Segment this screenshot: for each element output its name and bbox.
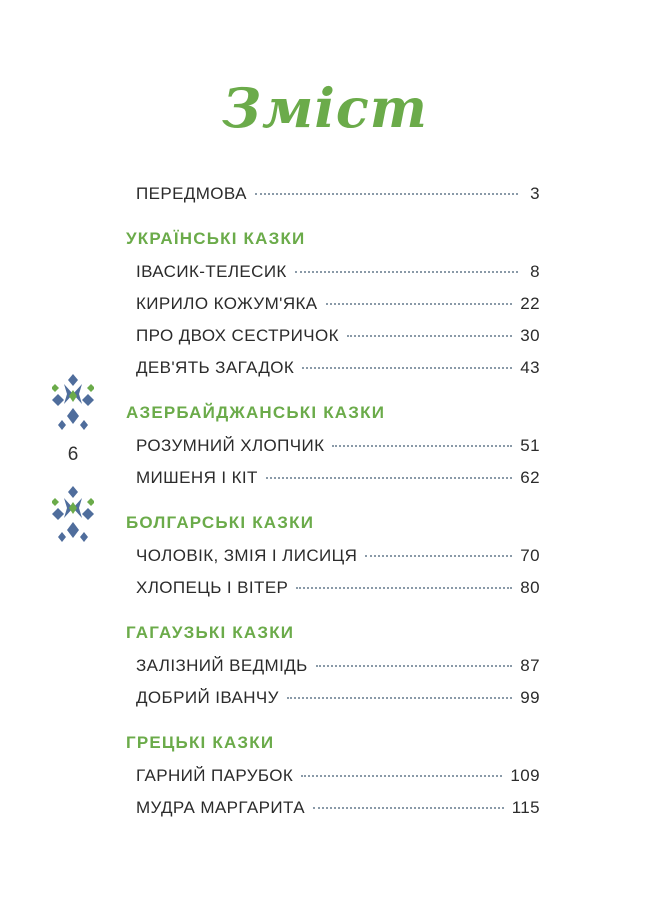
dot-leader xyxy=(302,367,512,369)
dot-leader xyxy=(296,587,512,589)
entry-page: 80 xyxy=(520,578,540,597)
ornament-bottom-icon xyxy=(52,484,94,542)
entry-page: 51 xyxy=(520,436,540,455)
entry-page: 109 xyxy=(510,766,540,785)
entry-label: ПЕРЕДМОВА xyxy=(136,184,247,203)
page-title: Зміст xyxy=(222,76,428,140)
entry-label: МУДРА МАРГАРИТА xyxy=(136,798,305,817)
entry-page: 115 xyxy=(511,798,540,817)
toc-entry xyxy=(126,792,540,824)
dot-leader xyxy=(295,271,518,273)
entry-page: 87 xyxy=(520,656,540,675)
section-title: БОЛГАРСЬКІ КАЗКИ xyxy=(126,513,315,532)
section-title: ГАГАУЗЬКІ КАЗКИ xyxy=(126,623,295,642)
section-title: АЗЕРБАЙДЖАНСЬКІ КАЗКИ xyxy=(126,403,386,422)
toc-entry xyxy=(126,682,540,714)
entry-label: ДОБРИЙ ІВАНЧУ xyxy=(136,688,279,707)
dot-leader xyxy=(255,193,518,195)
dot-leader xyxy=(301,775,502,777)
entry-label: ГАРНИЙ ПАРУБОК xyxy=(136,766,294,785)
toc-entry xyxy=(126,572,540,604)
dot-leader xyxy=(347,335,512,337)
entry-label: РОЗУМНИЙ ХЛОПЧИК xyxy=(136,436,325,455)
toc-entry xyxy=(126,430,540,462)
entry-page: 43 xyxy=(520,358,540,377)
entry-label: ЗАЛІЗНИЙ ВЕДМІДЬ xyxy=(136,656,308,675)
dot-leader xyxy=(365,555,512,557)
ornament-top-icon xyxy=(52,372,94,430)
dot-leader xyxy=(266,477,512,479)
entry-label: ПРО ДВОХ СЕСТРИЧОК xyxy=(136,326,339,345)
toc-entry xyxy=(126,540,540,572)
dot-leader xyxy=(326,303,513,305)
entry-label: ХЛОПЕЦЬ І ВІТЕР xyxy=(136,578,289,597)
dot-leader xyxy=(313,807,504,809)
table-of-contents xyxy=(126,178,540,824)
entry-page: 3 xyxy=(530,184,540,203)
entry-label: КИРИЛО КОЖУМ'ЯКА xyxy=(136,294,318,313)
entry-page: 8 xyxy=(530,262,540,281)
entry-page: 99 xyxy=(520,688,540,707)
section-title: ГРЕЦЬКІ КАЗКИ xyxy=(126,733,275,752)
entry-label: ІВАСИК-ТЕЛЕСИК xyxy=(136,262,287,281)
toc-entry-preface xyxy=(126,178,540,210)
dot-leader xyxy=(316,665,513,667)
toc-entry xyxy=(126,650,540,682)
page-number: 6 xyxy=(67,444,79,465)
dot-leader xyxy=(332,445,512,447)
entry-page: 30 xyxy=(520,326,540,345)
toc-entry xyxy=(126,256,540,288)
entry-label: ЧОЛОВІК, ЗМІЯ І ЛИСИЦЯ xyxy=(136,546,358,565)
entry-page: 70 xyxy=(520,546,540,565)
toc-entry xyxy=(126,760,540,792)
toc-entry xyxy=(126,352,540,384)
section-title: УКРАЇНСЬКІ КАЗКИ xyxy=(126,229,306,248)
entry-label: МИШЕНЯ І КІТ xyxy=(136,468,258,487)
entry-page: 62 xyxy=(520,468,540,487)
dot-leader xyxy=(287,697,512,699)
toc-entry xyxy=(126,320,540,352)
toc-entry xyxy=(126,462,540,494)
entry-page: 22 xyxy=(520,294,540,313)
toc-entry xyxy=(126,288,540,320)
entry-label: ДЕВ'ЯТЬ ЗАГАДОК xyxy=(136,358,295,377)
